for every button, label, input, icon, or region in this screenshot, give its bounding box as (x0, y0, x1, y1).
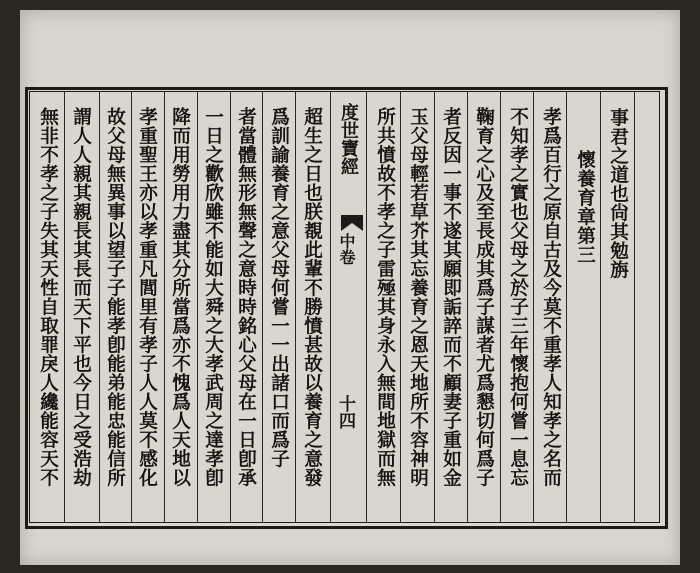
text-column: 故父母無異事以望子子能孝卽能弟能忠能信所 (104, 107, 126, 487)
column-rule (295, 91, 296, 523)
column-rule (164, 91, 165, 523)
chapter-heading: 懷養育章第三 (574, 150, 596, 264)
text-column: 者當體無形無聲之意時時銘心父母在一日卽承 (235, 107, 257, 487)
column-rule (467, 91, 468, 523)
text-column: 者反因一事不遂其願即詬誶而不顧妻子重如金 (440, 107, 462, 487)
text-column: 無非不孝之子失其天性自取罪戾人纔能容天不 (37, 107, 59, 487)
text-column: 不知孝之實也父母之於子三年懷抱何嘗一息忘 (507, 107, 529, 487)
volume-label: 中卷 (337, 233, 356, 265)
column-rule (400, 91, 401, 523)
text-column: 超生之日也朕覩此輩不勝憤甚故以養育之意發 (301, 107, 323, 487)
column-rule (634, 91, 635, 523)
column-rule (500, 91, 501, 523)
book-title: 度世寶經 (338, 103, 359, 175)
text-column: 謂人人親其親長其長而天下平也今日之受浩劫 (70, 107, 92, 487)
column-rule (533, 91, 534, 523)
text-column: 鞠育之心及至長成其爲子謀者尤爲懇切何爲子 (473, 107, 495, 487)
column-rule (197, 91, 198, 523)
text-column: 所共憤故不孝之子雷殛其身永入無間地獄而無 (374, 107, 396, 487)
fold-rule-right (366, 91, 367, 523)
text-column: 玉父母輕若草芥其忘養育之恩天地所不容神明 (407, 107, 429, 487)
text-column: 降而用勞用力盡其分所當爲亦不愧爲人天地以 (169, 107, 191, 487)
column-rule (99, 91, 100, 523)
text-column: 一日之歡欣雖不能如大舜之大孝武周之達孝卽 (202, 107, 224, 487)
column-rule (262, 91, 263, 523)
text-column: 爲訓諭養育之意父母何嘗一一出諸口而爲子 (268, 107, 290, 468)
fold-rule-left (330, 91, 331, 523)
fishtail-mark-icon (341, 215, 363, 231)
text-column: 孝爲百行之原自古及今莫不重孝人知孝之名而 (540, 107, 562, 487)
leaf-number: 十四 (335, 395, 355, 429)
column-rule (64, 91, 65, 523)
column-rule (434, 91, 435, 523)
text-column: 事君之道也尙其勉旃 (607, 108, 629, 279)
column-rule (600, 91, 601, 523)
column-rule (566, 91, 567, 523)
column-rule (131, 91, 132, 523)
column-rule (230, 91, 231, 523)
text-column: 孝重聖王亦以孝重凡閭里有孝子人人莫不感化 (136, 107, 158, 487)
